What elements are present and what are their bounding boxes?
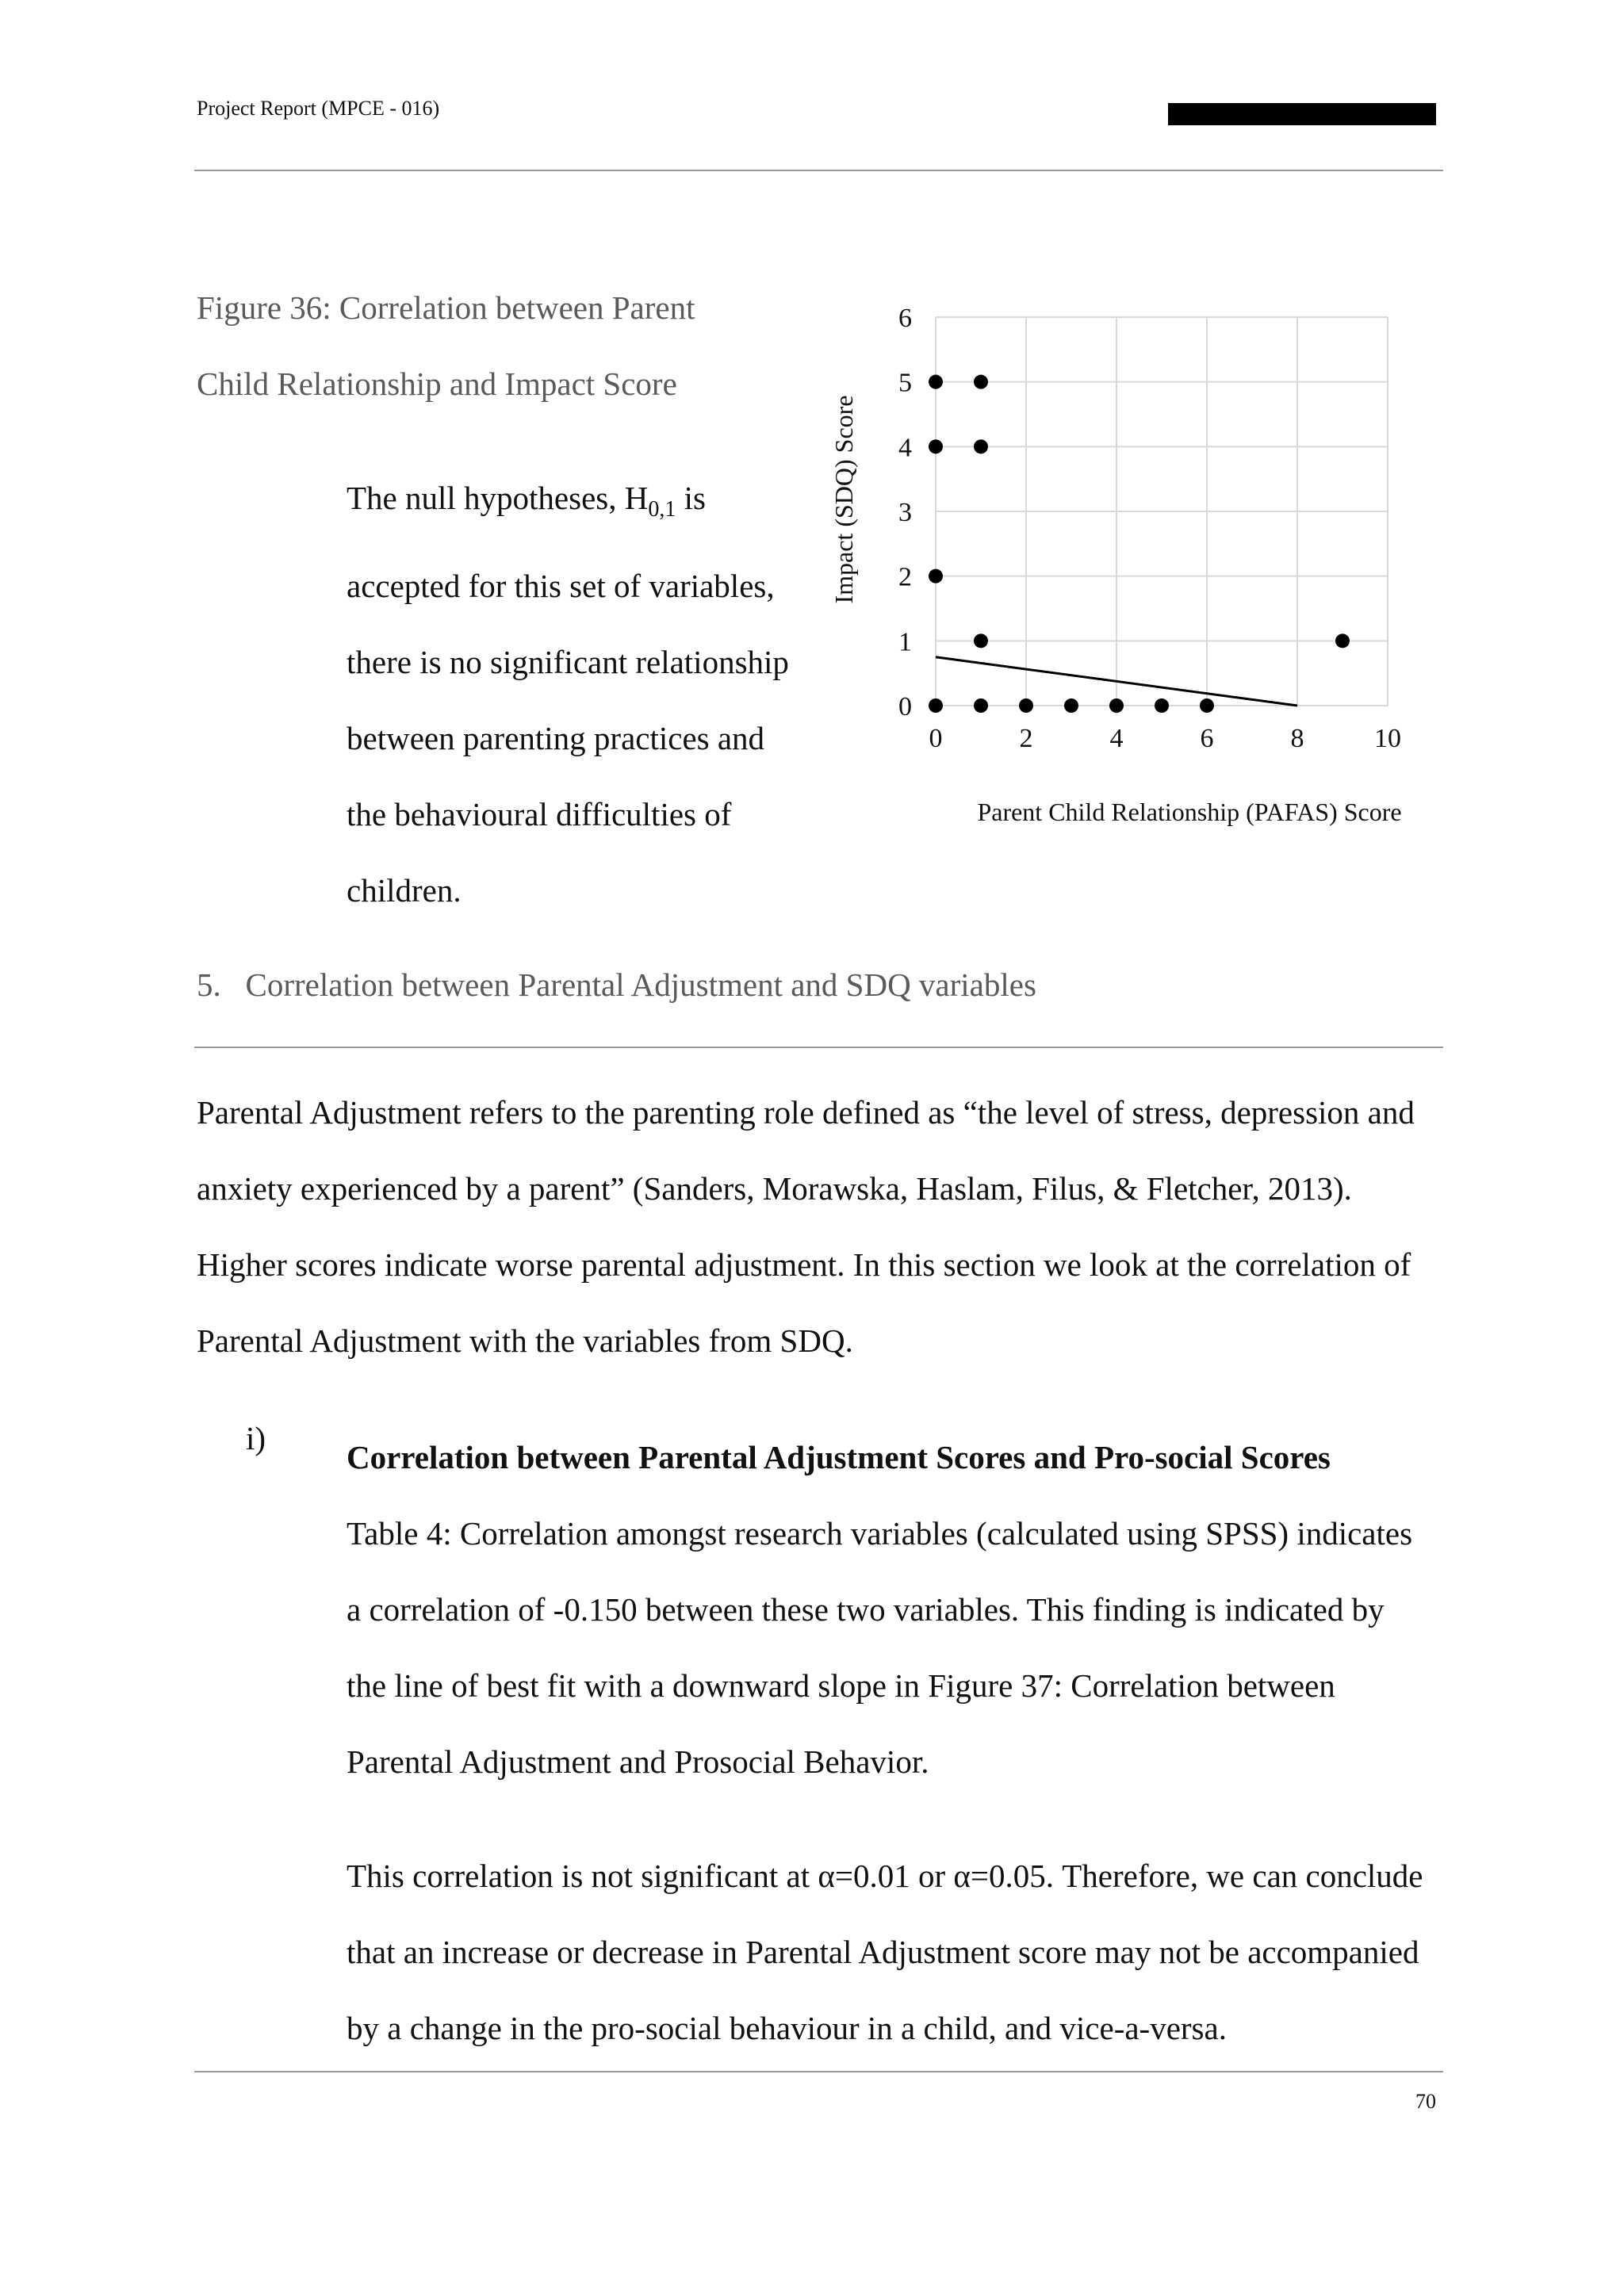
footer-rule xyxy=(194,2071,1443,2072)
y-axis-label: Impact (SDQ) Score xyxy=(829,395,858,604)
chart-grid xyxy=(936,317,1388,706)
y-tick-label-5: 5 xyxy=(898,368,912,398)
chart-points xyxy=(929,375,1350,713)
x-tick-label-0: 0 xyxy=(929,724,943,753)
data-point-2 xyxy=(929,439,943,453)
data-point-4 xyxy=(929,569,943,584)
subsection-body xyxy=(347,1419,1457,2066)
section-heading xyxy=(197,966,1036,1004)
data-point-3 xyxy=(974,439,988,453)
y-tick-label-4: 4 xyxy=(898,433,912,463)
scatter-chart-svg xyxy=(817,285,1475,856)
figure-caption xyxy=(197,270,831,422)
data-point-5 xyxy=(974,633,988,648)
page-number: 70 xyxy=(1415,2090,1436,2113)
y-tick-label-0: 0 xyxy=(898,692,912,721)
x-tick-label-5: 10 xyxy=(1374,724,1401,753)
paragraph-line-2: anxiety experienced by a parent” (Sanders, Morawska, Haslam, Filus, & Fletcher, 2013). xyxy=(197,1170,1352,1207)
y-tick-label-6: 6 xyxy=(898,304,912,333)
subsection-p1-line-3: the line of best fit with a downward slope in Figure 37: Correlation between xyxy=(347,1667,1335,1704)
data-point-7 xyxy=(929,698,943,713)
header-rule xyxy=(194,170,1443,171)
subsection-p1-line-2: a correlation of -0.150 between these two variables. This finding is indicated by xyxy=(347,1591,1385,1628)
data-point-13 xyxy=(1200,698,1214,713)
hypothesis-line-2: accepted for this set of variables, xyxy=(347,568,775,605)
subsection-p1-line-1: Table 4: Correlation amongst research variables (calculated using SPSS) indicates xyxy=(347,1515,1413,1552)
data-point-1 xyxy=(974,375,988,389)
hypothesis-line-6: children. xyxy=(347,872,462,909)
section-rule xyxy=(194,1047,1443,1048)
subsection-p2-line-1: This correlation is not significant at α=0.01 or α=0.05. Therefore, we can conclude xyxy=(347,1858,1423,1894)
data-point-6 xyxy=(1335,633,1350,648)
section-title: Correlation between Parental Adjustment and SDQ variables xyxy=(245,966,1036,1003)
paragraph-gap xyxy=(347,1800,1457,1838)
data-point-0 xyxy=(929,375,943,389)
x-tick-label-4: 8 xyxy=(1290,724,1304,753)
paragraph-line-3: Higher scores indicate worse parental adjustment. In this section we look at the correlation of xyxy=(197,1246,1411,1283)
figure-caption-line-2: Child Relationship and Impact Score xyxy=(197,365,677,402)
data-point-9 xyxy=(1019,698,1033,713)
header-title: Project Report (MPCE - 016) xyxy=(197,97,440,120)
y-tick-label-2: 2 xyxy=(898,562,912,592)
data-point-10 xyxy=(1064,698,1078,713)
hypothesis-line-5: the behavioural difficulties of xyxy=(347,796,732,833)
subsection-p1-line-4: Parental Adjustment and Prosocial Behavior. xyxy=(347,1743,929,1780)
intro-paragraph xyxy=(197,1074,1457,1379)
section-number: 5. xyxy=(197,966,221,1003)
subsection-number: i) xyxy=(246,1420,266,1456)
y-tick-label-1: 1 xyxy=(898,627,912,657)
data-point-8 xyxy=(974,698,988,713)
x-tick-label-2: 4 xyxy=(1109,724,1124,753)
hypothesis-line-4: between parenting practices and xyxy=(347,720,765,757)
x-axis-label: Parent Child Relationship (PAFAS) Score xyxy=(977,798,1402,826)
hypothesis-line-1-end: is xyxy=(676,480,706,516)
data-point-12 xyxy=(1155,698,1169,713)
x-tick-label-3: 6 xyxy=(1200,724,1214,753)
subsection-p2-line-3: by a change in the pro-social behaviour in a child, and vice-a-versa. xyxy=(347,2010,1227,2046)
paragraph-line-4: Parental Adjustment with the variables from SDQ. xyxy=(197,1322,853,1359)
hypothesis-line-1 xyxy=(347,460,822,548)
hypothesis-line-1-start: The null hypotheses, H xyxy=(347,480,649,516)
y-tick-label-3: 3 xyxy=(898,498,912,527)
x-tick-label-1: 2 xyxy=(1019,724,1033,753)
subsection-p2-line-2: that an increase or decrease in Parental Adjustment score may not be accompanied xyxy=(347,1934,1419,1970)
hypothesis-line-3: there is no significant relationship xyxy=(347,644,789,681)
hypothesis-text xyxy=(347,460,822,928)
hypothesis-subscript: 0,1 xyxy=(648,497,676,522)
figure-caption-line-1: Figure 36: Correlation between Parent xyxy=(197,289,695,326)
data-point-11 xyxy=(1109,698,1124,713)
paragraph-line-1: Parental Adjustment refers to the parenting role defined as “the level of stress, depression and xyxy=(197,1094,1415,1131)
scatter-chart xyxy=(817,285,1475,856)
redaction-bar xyxy=(1168,103,1436,125)
subsection-heading: Correlation between Parental Adjustment Scores and Pro-social Scores xyxy=(347,1439,1331,1475)
